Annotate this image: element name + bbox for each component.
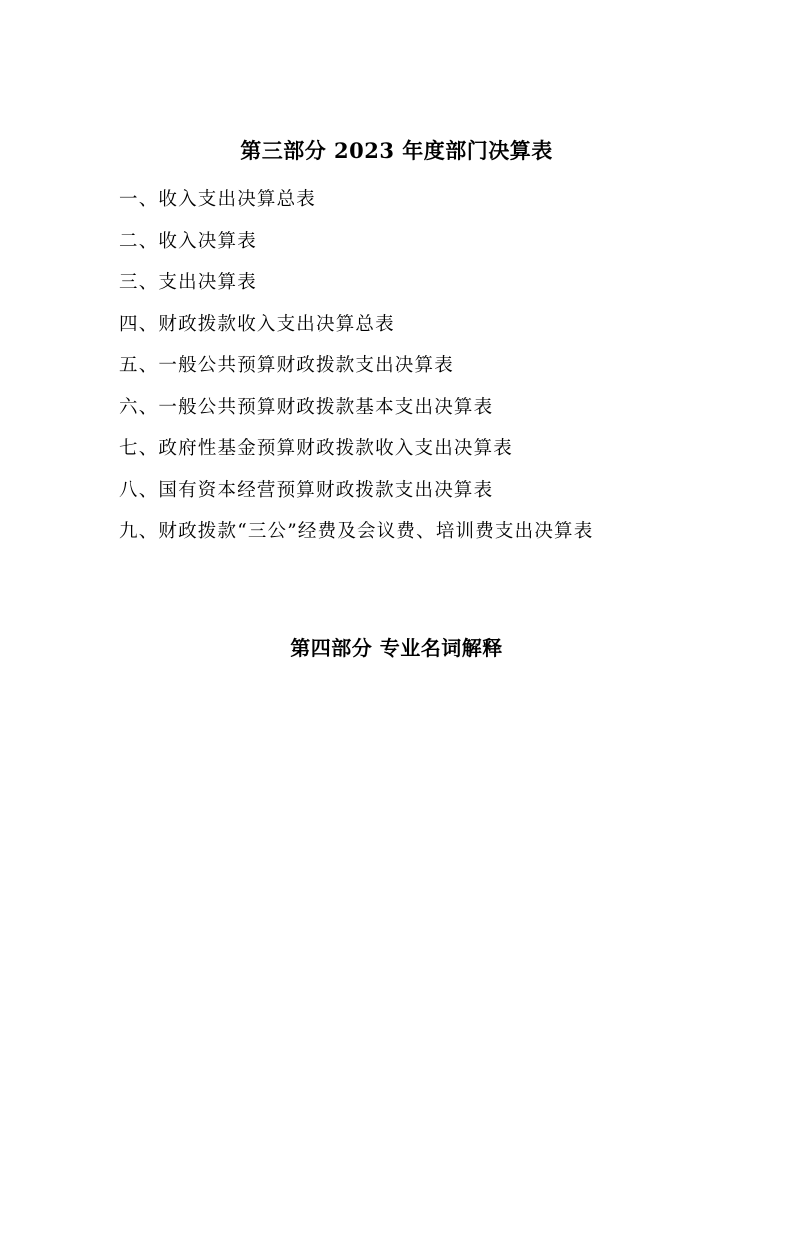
list-item: 五、一般公共预算财政拨款支出决算表 (119, 355, 454, 377)
table-of-contents (92, 191, 701, 542)
list-item: 七、政府性基金预算财政拨款收入支出决算表 (119, 438, 514, 460)
list-item: 八、国有资本经营预算财政拨款支出决算表 (119, 479, 494, 501)
list-item: 九、财政拨款“三公”经费及会议费、培训费支出决算表 (119, 521, 594, 543)
part-four-heading: 第四部分 专业名词解释 (290, 635, 503, 660)
list-item: 六、一般公共预算财政拨款基本支出决算表 (119, 396, 494, 418)
list-item: 一、收入支出决算总表 (119, 189, 317, 211)
list-item: 四、财政拨款收入支出决算总表 (119, 313, 395, 335)
list-item: 二、收入决算表 (119, 230, 257, 252)
part-three-heading: 第三部分 2023 年度部门决算表 (240, 138, 553, 163)
list-item: 三、支出决算表 (119, 272, 257, 294)
document-page (0, 136, 793, 1258)
